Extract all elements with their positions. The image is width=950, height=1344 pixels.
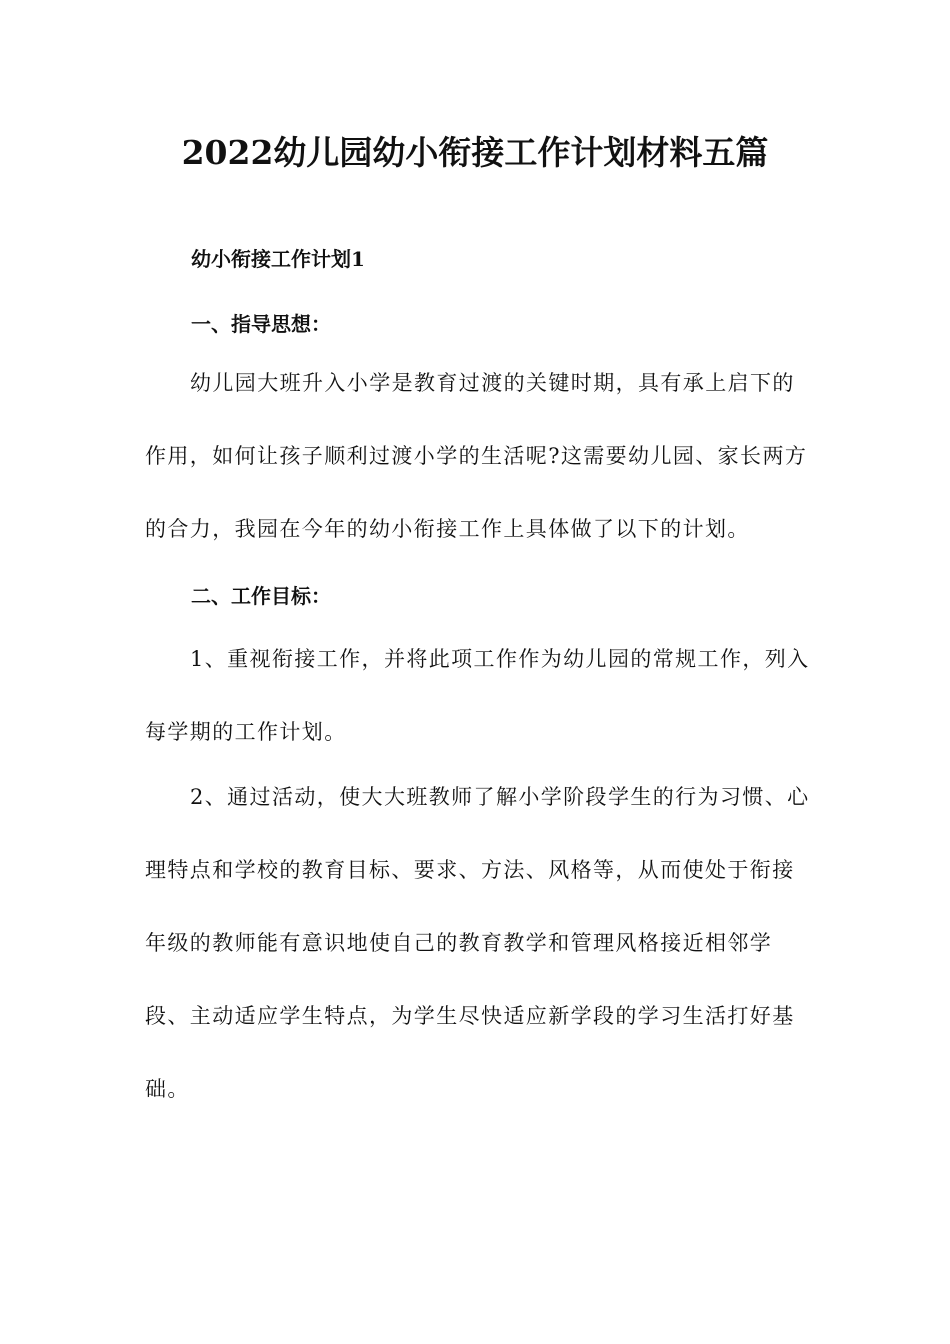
paragraph-goal-1 [145,623,810,769]
paragraph-goal-2 [145,761,810,1126]
heading-guiding-ideology: 一、指导思想： [191,312,331,336]
paragraph-line: 年级的教师能有意识地使自己的教育教学和管理风格接近相邻学 [145,931,773,955]
paragraph-line: 每学期的工作计划。 [145,720,347,744]
paragraph-line: 幼儿园大班升入小学是教育过渡的关键时期，具有承上启下的 [190,371,795,395]
paragraph-line: 2、通过活动，使大大班教师了解小学阶段学生的行为习惯、心 [190,785,810,809]
section-title: 幼小衔接工作计划1 [191,247,365,271]
paragraph-line: 础。 [145,1077,190,1101]
paragraph-guiding-ideology [145,347,810,566]
paragraph-line: 1、重视衔接工作，并将此项工作作为幼儿园的常规工作，列入 [190,647,810,671]
document-title: 2022幼儿园幼小衔接工作计划材料五篇 [181,133,769,172]
paragraph-line: 段、主动适应学生特点，为学生尽快适应新学段的学习生活打好基 [145,1004,795,1028]
paragraph-line: 理特点和学校的教育目标、要求、方法、风格等，从而使处于衔接 [145,858,795,882]
paragraph-line: 作用，如何让孩子顺利过渡小学的生活呢?这需要幼儿园、家长两方 [145,444,808,468]
paragraph-line: 的合力，我园在今年的幼小衔接工作上具体做了以下的计划。 [145,517,750,541]
heading-work-goals: 二、工作目标： [191,584,331,608]
